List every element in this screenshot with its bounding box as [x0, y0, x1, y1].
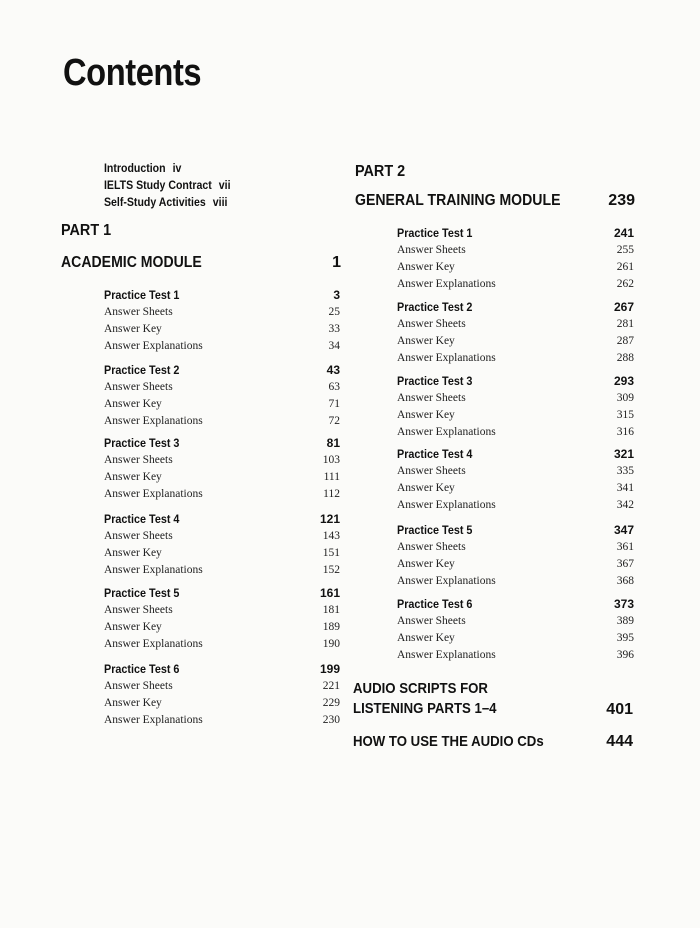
entry-label: Practice Test 1: [397, 226, 473, 240]
toc-entry-sub-item[interactable]: [397, 424, 634, 441]
toc-entry-sub-item[interactable]: [104, 452, 340, 469]
toc-entry-sub-item[interactable]: [397, 407, 634, 424]
toc-entry-introduction[interactable]: [104, 160, 231, 177]
entry-page: 288: [616, 352, 634, 364]
toc-entry-practice-test[interactable]: [104, 585, 340, 602]
entry-page: 367: [616, 558, 634, 570]
module-title: ACADEMIC MODULE: [61, 254, 202, 271]
entry-label: Introduction: [104, 161, 166, 175]
entry-page: 395: [616, 632, 634, 644]
entry-page: 71: [328, 398, 340, 410]
entry-page: 262: [616, 278, 634, 290]
entry-page: 321: [613, 447, 634, 461]
page-title: Contents: [63, 52, 202, 94]
entry-label: Answer Key: [397, 482, 455, 494]
entry-page: 43: [326, 363, 340, 377]
entry-page: 181: [322, 604, 340, 616]
entry-label: Answer Key: [104, 471, 162, 483]
toc-entry-study-contract[interactable]: [104, 177, 231, 194]
entry-page: 342: [616, 499, 634, 511]
entry-label: Answer Sheets: [397, 615, 466, 627]
practice-test-group: [104, 585, 340, 653]
entry-label: Answer Explanations: [397, 649, 496, 661]
entry-page: 261: [616, 261, 634, 273]
practice-test-group: [397, 522, 634, 590]
entry-page: 103: [322, 454, 340, 466]
entry-label: Answer Sheets: [104, 604, 173, 616]
toc-entry-practice-test[interactable]: [397, 446, 634, 463]
entry-page: 199: [319, 662, 340, 676]
entry-page: 229: [322, 697, 340, 709]
entry-page: 25: [328, 306, 340, 318]
entry-label: Answer Explanations: [104, 638, 203, 650]
entry-label: Answer Explanations: [397, 575, 496, 587]
entry-label: Answer Key: [397, 632, 455, 644]
entry-page: 3: [333, 288, 340, 302]
audio-scripts-line2: LISTENING PARTS 1–4: [353, 700, 497, 717]
toc-entry-audio-scripts[interactable]: [353, 679, 633, 719]
entry-label: Answer Key: [104, 621, 162, 633]
entry-page: 347: [613, 523, 634, 537]
audio-scripts-page: 401: [606, 701, 633, 718]
toc-entry-sub-item[interactable]: [104, 469, 340, 486]
entry-label: Practice Test 6: [397, 597, 473, 611]
entry-page: 287: [616, 335, 634, 347]
practice-test-group: [104, 287, 340, 355]
entry-label: Answer Sheets: [397, 244, 466, 256]
entry-page: 143: [322, 530, 340, 542]
toc-entry-practice-test[interactable]: [104, 661, 340, 678]
toc-entry-sub-item[interactable]: [397, 497, 634, 514]
toc-entry-practice-test[interactable]: [104, 362, 340, 379]
toc-entry-practice-test[interactable]: [397, 299, 634, 316]
entry-label: Answer Key: [397, 261, 455, 273]
practice-test-group: [104, 435, 340, 503]
front-matter-list: [104, 160, 248, 211]
practice-test-group: [397, 225, 634, 293]
toc-entry-sub-item[interactable]: [104, 304, 340, 321]
toc-entry-sub-item[interactable]: [397, 630, 634, 647]
entry-label: Answer Sheets: [397, 392, 466, 404]
entry-label: Answer Sheets: [397, 541, 466, 553]
entry-page: 267: [613, 300, 634, 314]
toc-entry-academic-module[interactable]: [61, 254, 341, 272]
entry-page: 190: [322, 638, 340, 650]
entry-page: 373: [613, 597, 634, 611]
toc-entry-sub-item[interactable]: [397, 539, 634, 556]
practice-test-group: [397, 446, 634, 514]
entry-label: Practice Test 5: [397, 523, 473, 537]
entry-page: 316: [616, 426, 634, 438]
entry-page: 341: [616, 482, 634, 494]
entry-page: 221: [322, 680, 340, 692]
toc-entry-practice-test[interactable]: [397, 225, 634, 242]
entry-label: Answer Explanations: [397, 499, 496, 511]
toc-entry-sub-item[interactable]: [104, 619, 340, 636]
entry-label: Practice Test 2: [104, 363, 180, 377]
entry-label: Answer Sheets: [104, 454, 173, 466]
entry-page: 63: [328, 381, 340, 393]
entry-label: Answer Sheets: [397, 465, 466, 477]
entry-page: viii: [212, 195, 228, 209]
toc-entry-sub-item[interactable]: [397, 480, 634, 497]
audio-cds-page: 444: [606, 733, 633, 750]
practice-test-group: [104, 362, 340, 430]
toc-entry-sub-item[interactable]: [104, 602, 340, 619]
entry-page: 121: [319, 512, 340, 526]
entry-page: 72: [328, 415, 340, 427]
toc-entry-sub-item[interactable]: [397, 333, 634, 350]
entry-label: Answer Explanations: [104, 564, 203, 576]
toc-entry-sub-item[interactable]: [397, 463, 634, 480]
toc-entry-sub-item[interactable]: [104, 712, 340, 729]
toc-entry-sub-item[interactable]: [104, 528, 340, 545]
entry-page: 151: [322, 547, 340, 559]
toc-entry-practice-test[interactable]: [104, 511, 340, 528]
toc-entry-practice-test[interactable]: [104, 435, 340, 452]
entry-page: vii: [218, 178, 231, 192]
entry-page: 152: [322, 564, 340, 576]
entry-label: Practice Test 1: [104, 288, 180, 302]
toc-entry-audio-cds[interactable]: [353, 733, 633, 751]
entry-label: Answer Explanations: [104, 340, 203, 352]
toc-entry-sub-item[interactable]: [104, 678, 340, 695]
toc-entry-practice-test[interactable]: [397, 522, 634, 539]
practice-test-group: [397, 299, 634, 367]
entry-page: 255: [616, 244, 634, 256]
audio-scripts-line1: AUDIO SCRIPTS FOR: [353, 680, 488, 697]
entry-label: Self-Study Activities: [104, 195, 206, 209]
entry-page: 112: [323, 488, 340, 500]
toc-entry-sub-item[interactable]: [397, 613, 634, 630]
entry-label: Answer Key: [104, 398, 162, 410]
entry-label: IELTS Study Contract: [104, 178, 212, 192]
toc-entry-sub-item[interactable]: [397, 242, 634, 259]
entry-page: 396: [616, 649, 634, 661]
entry-label: Answer Explanations: [397, 278, 496, 290]
toc-entry-sub-item[interactable]: [104, 562, 340, 579]
entry-label: Answer Key: [397, 558, 455, 570]
part2-label: PART 2: [355, 163, 406, 180]
entry-label: Practice Test 4: [397, 447, 473, 461]
entry-page: 34: [328, 340, 340, 352]
entry-label: Answer Key: [104, 547, 162, 559]
entry-label: Answer Key: [397, 335, 455, 347]
entry-label: Answer Sheets: [104, 530, 173, 542]
entry-label: Answer Explanations: [104, 488, 203, 500]
entry-label: Answer Explanations: [397, 426, 496, 438]
entry-label: Practice Test 3: [104, 436, 180, 450]
toc-entry-sub-item[interactable]: [104, 321, 340, 338]
part1-label: PART 1: [61, 222, 112, 239]
entry-label: Answer Explanations: [397, 352, 496, 364]
toc-entry-sub-item[interactable]: [104, 379, 340, 396]
toc-entry-sub-item[interactable]: [397, 316, 634, 333]
toc-entry-practice-test[interactable]: [397, 373, 634, 390]
toc-entry-sub-item[interactable]: [104, 486, 340, 503]
toc-entry-self-study[interactable]: [104, 194, 231, 211]
practice-test-group: [397, 596, 634, 664]
entry-page: 389: [616, 615, 634, 627]
entry-label: Practice Test 4: [104, 512, 180, 526]
toc-entry-sub-item[interactable]: [397, 647, 634, 664]
toc-entry-sub-item[interactable]: [104, 695, 340, 712]
toc-entry-sub-item[interactable]: [397, 573, 634, 590]
entry-label: Answer Key: [104, 697, 162, 709]
toc-entry-sub-item[interactable]: [104, 545, 340, 562]
entry-page: 315: [616, 409, 634, 421]
module-title: GENERAL TRAINING MODULE: [355, 192, 561, 209]
toc-entry-sub-item[interactable]: [104, 636, 340, 653]
entry-page: 241: [613, 226, 634, 240]
practice-test-group: [397, 373, 634, 441]
toc-entry-sub-item[interactable]: [104, 396, 340, 413]
entry-page: 33: [328, 323, 340, 335]
toc-entry-sub-item[interactable]: [104, 413, 340, 430]
entry-label: Answer Key: [397, 409, 455, 421]
toc-entry-sub-item[interactable]: [397, 276, 634, 293]
toc-entry-sub-item[interactable]: [104, 338, 340, 355]
entry-label: Answer Explanations: [104, 415, 203, 427]
practice-test-group: [104, 511, 340, 579]
module-page: 1: [332, 254, 341, 271]
entry-label: Practice Test 2: [397, 300, 473, 314]
entry-page: 368: [616, 575, 634, 587]
entry-label: Practice Test 3: [397, 374, 473, 388]
entry-page: 230: [322, 714, 340, 726]
entry-label: Answer Key: [104, 323, 162, 335]
module-page: 239: [608, 192, 635, 209]
toc-entry-practice-test[interactable]: [397, 596, 634, 613]
entry-label: Practice Test 5: [104, 586, 180, 600]
entry-page: 189: [322, 621, 340, 633]
toc-entry-sub-item[interactable]: [397, 556, 634, 573]
toc-entry-sub-item[interactable]: [397, 390, 634, 407]
toc-entry-sub-item[interactable]: [397, 259, 634, 276]
entry-label: Answer Explanations: [104, 714, 203, 726]
entry-label: Answer Sheets: [104, 381, 173, 393]
entry-page: 293: [613, 374, 634, 388]
entry-page: 281: [616, 318, 634, 330]
entry-label: Answer Sheets: [104, 306, 173, 318]
entry-page: 361: [616, 541, 634, 553]
entry-label: Answer Sheets: [104, 680, 173, 692]
entry-page: 161: [319, 586, 340, 600]
entry-page: iv: [172, 161, 182, 175]
entry-page: 335: [616, 465, 634, 477]
toc-entry-sub-item[interactable]: [397, 350, 634, 367]
practice-test-group: [104, 661, 340, 729]
entry-page: 111: [323, 471, 340, 483]
entry-page: 309: [616, 392, 634, 404]
toc-entry-practice-test[interactable]: [104, 287, 340, 304]
entry-page: 81: [326, 436, 340, 450]
audio-cds-title: HOW TO USE THE AUDIO CDs: [353, 733, 544, 750]
toc-entry-general-training-module[interactable]: [355, 192, 635, 210]
entry-label: Practice Test 6: [104, 662, 180, 676]
entry-label: Answer Sheets: [397, 318, 466, 330]
